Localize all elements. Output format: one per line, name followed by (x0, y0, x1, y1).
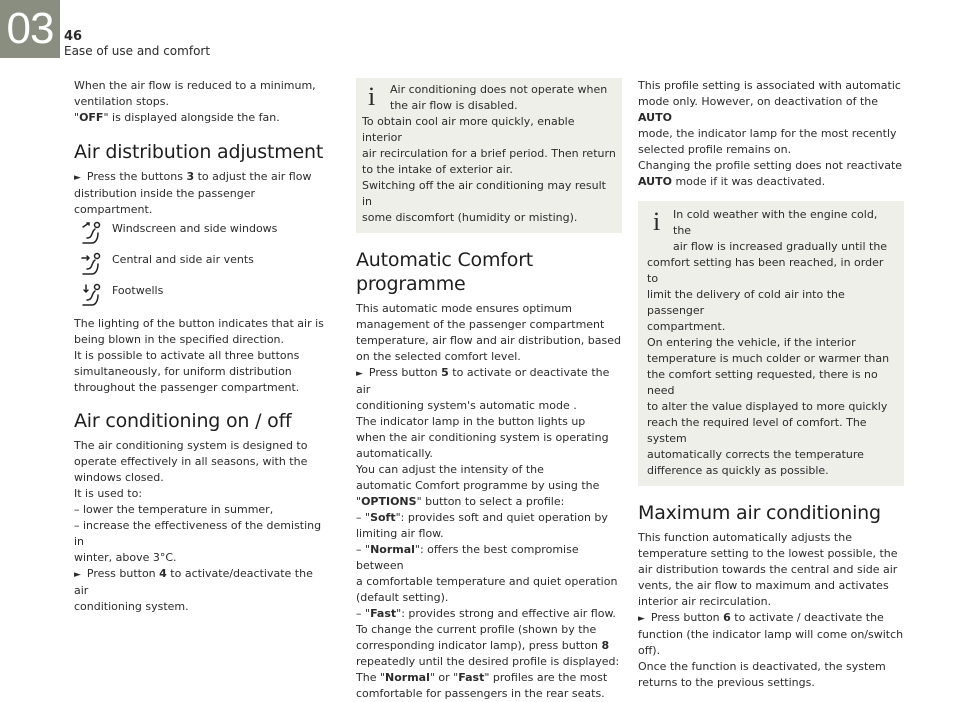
text-line: to the intake of exterior air. (362, 163, 513, 176)
info-note-cold-weather (638, 201, 904, 486)
text-line: automatically corrects the temperature (647, 448, 864, 461)
text-line: Changing the profile setting does not reactivate (638, 159, 903, 172)
vents-row (74, 252, 326, 283)
text-line: difference as quickly as possible. (647, 464, 829, 477)
text-line: management of the passenger compartment (356, 318, 605, 331)
text-line: The indicator lamp in the button lights up (356, 415, 586, 428)
chapter-title: Ease of use and comfort (64, 44, 211, 58)
text-line: This function automatically adjusts the (638, 531, 852, 544)
text-line: AUTO mode if it was deactivated. (638, 175, 826, 188)
text-line: air flow is increased gradually until the (673, 240, 888, 253)
text-line: – increase the effectiveness of the demisting in (74, 519, 322, 548)
text-line: (default setting). (356, 591, 449, 604)
arrow-icon: ► (356, 369, 363, 379)
heading-air-conditioning: Air conditioning on / off (74, 410, 292, 432)
text-line: throughout the passenger compartment. (74, 381, 300, 394)
text-line: some discomfort (humidity or misting). (362, 211, 578, 224)
text-line: – "Normal": offers the best compromise between (356, 543, 579, 572)
chapter-tab: 03 (0, 0, 60, 58)
text-line: a comfortable temperature and quiet operation (356, 575, 618, 588)
text-line: – "Soft": provides soft and quiet operation by (356, 511, 608, 524)
text-line: windows closed. (74, 471, 164, 484)
text-line: being blown in the specified direction. (74, 333, 285, 346)
text-line: – "Fast": provides strong and effective air flow. (356, 607, 616, 620)
text-line: The "Normal" or "Fast" profiles are the most (356, 671, 608, 684)
text-line: – lower the temperature in summer, (74, 503, 274, 516)
text-line: Once the function is deactivated, the system (638, 660, 886, 673)
text-line: distribution inside the passenger compartment. (74, 187, 255, 216)
text-line: You can adjust the intensity of the (356, 463, 544, 476)
text-line: ► Press button 5 to activate or deactivate the air (356, 366, 610, 396)
footwells-row (74, 283, 326, 314)
text-line: compartment. (647, 320, 726, 333)
text-line: It is used to: (74, 487, 143, 500)
text-line: the comfort setting requested, there is no need (647, 368, 878, 397)
text-line: limit the delivery of cold air into the passenger (647, 288, 845, 317)
text-line: on the selected comfort level. (356, 350, 521, 363)
text-line: "OFF" is displayed alongside the fan. (74, 111, 280, 124)
text-line: Air conditioning does not operate when (390, 83, 608, 96)
text-line: repeatedly until the desired profile is displayed: (356, 655, 620, 668)
text-line: automatically. (356, 447, 433, 460)
text-line: corresponding indicator lamp), press button 8 (356, 639, 610, 652)
info-icon: i (368, 82, 376, 111)
text-line: When the air flow is reduced to a minimum, (74, 79, 316, 92)
text-line: function (the indicator lamp will come on/switch (638, 628, 904, 641)
text-line: to alter the value displayed to more quickly (647, 400, 888, 413)
info-icon: i (653, 207, 661, 236)
text-line: temperature, air flow and air distribution, based (356, 334, 621, 347)
text-line: mode, the indicator lamp for the most recently (638, 127, 897, 140)
footwells-label: Footwells (112, 284, 164, 297)
windscreen-airflow-icon (80, 221, 102, 247)
vents-label: Central and side air vents (112, 253, 254, 266)
page-number: 46 (64, 29, 83, 44)
text-line: ventilation stops. (74, 95, 169, 108)
text-line: reach the required level of comfort. The system (647, 416, 867, 445)
text-line: automatic Comfort programme by using the (356, 479, 600, 492)
arrow-icon: ► (74, 570, 81, 580)
column-2 (356, 78, 622, 702)
text-line: the air flow is disabled. (390, 99, 518, 112)
text-line: winter, above 3°C. (74, 551, 177, 564)
text-line: selected profile remains on. (638, 143, 792, 156)
windscreen-row (74, 221, 326, 252)
text-line: conditioning system. (74, 600, 189, 613)
text-line: In cold weather with the engine cold, the (673, 208, 878, 237)
text-line: To change the current profile (shown by the (356, 623, 597, 636)
column-1 (74, 78, 326, 615)
heading-automatic-comfort: Automatic Comfort programme (356, 249, 534, 295)
text-line: ► Press button 4 to activate/deactivate the air (74, 567, 313, 597)
text-line: This profile setting is associated with automatic (638, 79, 901, 92)
text-line: simultaneously, for uniform distribution (74, 365, 292, 378)
text-line: temperature setting to the lowest possible, the (638, 547, 898, 560)
text-line: interior air recirculation. (638, 595, 772, 608)
text-line: comfort setting has been reached, in order to (647, 256, 884, 285)
text-line: mode only. However, on deactivation of the AUTO (638, 95, 879, 124)
heading-maximum-ac: Maximum air conditioning (638, 502, 881, 524)
text-line: ► Press the buttons 3 to adjust the air flow (74, 170, 312, 183)
text-line: To obtain cool air more quickly, enable interior (362, 115, 575, 144)
text-line: comfortable for passengers in the rear seats. (356, 687, 605, 700)
text-line: off). (638, 644, 661, 657)
arrow-icon: ► (638, 614, 645, 624)
text-line: This automatic mode ensures optimum (356, 302, 572, 315)
text-line: It is possible to activate all three buttons (74, 349, 300, 362)
text-line: conditioning system's automatic mode . (356, 399, 577, 412)
text-line: vents, the air flow to maximum and activates (638, 579, 889, 592)
info-note-ac (356, 78, 622, 233)
text-line: air distribution towards the central and side air (638, 563, 898, 576)
column-3 (638, 78, 904, 691)
text-line: returns to the previous settings. (638, 676, 815, 689)
text-line: On entering the vehicle, if the interior (647, 336, 856, 349)
text-line: ► Press button 6 to activate / deactivate the (638, 611, 884, 624)
text-line: temperature is much colder or warmer than (647, 352, 890, 365)
text-line: "OPTIONS" button to select a profile: (356, 495, 565, 508)
arrow-icon: ► (74, 173, 81, 183)
footwells-airflow-icon (80, 283, 102, 309)
text-line: limiting air flow. (356, 527, 444, 540)
text-line: The lighting of the button indicates that air is (74, 317, 324, 330)
windscreen-label: Windscreen and side windows (112, 222, 278, 235)
text-line: operate effectively in all seasons, with the (74, 455, 308, 468)
central-vents-airflow-icon (80, 252, 102, 278)
text-line: air recirculation for a brief period. Then return (362, 147, 616, 160)
heading-air-distribution: Air distribution adjustment (74, 141, 324, 163)
text-line: when the air conditioning system is operating (356, 431, 609, 444)
text-line: Switching off the air conditioning may result in (362, 179, 606, 208)
text-line: The air conditioning system is designed to (74, 439, 308, 452)
